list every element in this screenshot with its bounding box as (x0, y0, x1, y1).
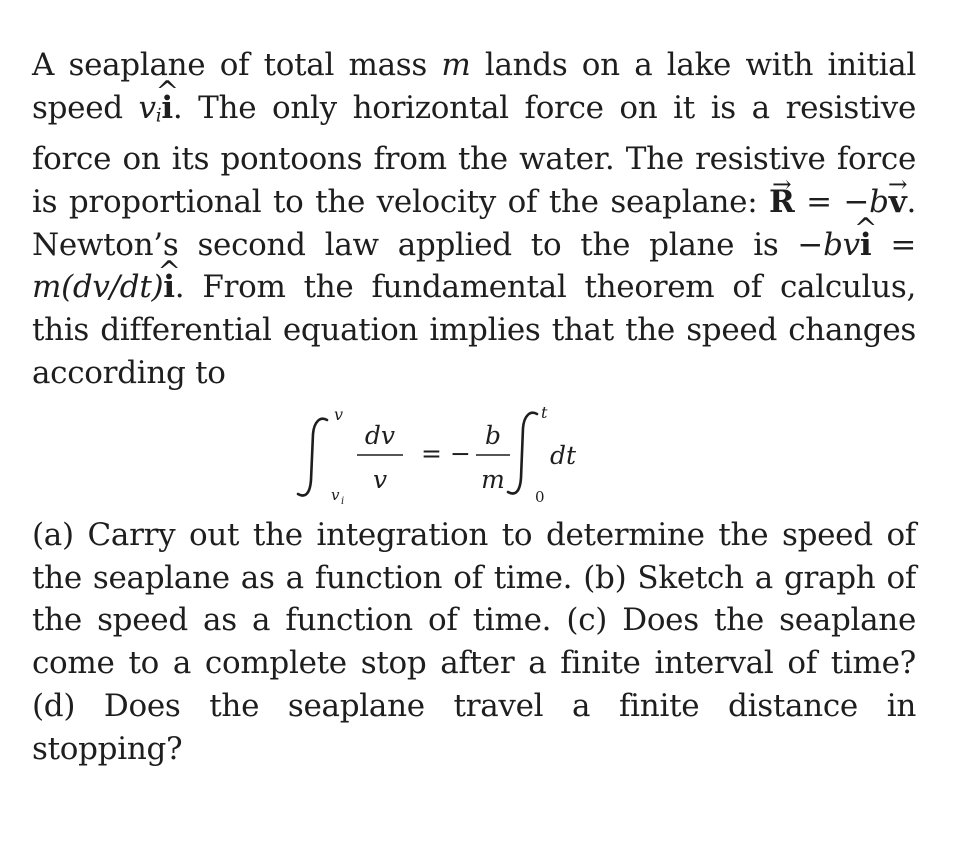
intro-text-2: lands on a lake with initial speed (32, 47, 916, 126)
bv-term: bv (823, 226, 860, 263)
problem-intro-paragraph (32, 44, 916, 394)
numerator-dv: dv (364, 421, 396, 450)
unit-vector-i-2: ^ i (860, 224, 871, 267)
initial-speed-symbol: v (138, 89, 156, 126)
velocity-vector: → v (889, 181, 907, 224)
intro-text-3: . The only horizontal force on it is a resistive force on its pontoons from the water. The resistive force is proportional to the velocity of the seaplane: (32, 89, 916, 220)
equals-2: = (871, 226, 917, 263)
equals-sign: = (421, 439, 442, 468)
denominator-m: m (481, 465, 505, 494)
upper-limit-left: v (334, 405, 344, 424)
m-dv-dt-term: m(dv/dt) (32, 269, 164, 306)
intro-text-5: . From the fundamental theorem of calculus, this differential equation implies that the speed changes according to (32, 269, 916, 391)
lower-limit-left-subscript: i (341, 496, 345, 507)
lower-limit-left: v (331, 486, 340, 504)
integrand-dt: dt (550, 441, 577, 470)
integral-sign-left (298, 419, 327, 496)
lower-limit-right: 0 (535, 488, 545, 506)
mass-symbol: m (441, 47, 471, 83)
intro-text-4: . Newton’s second law applied to the plane is − (32, 183, 916, 263)
unit-vector-i-3: ^ i (163, 266, 174, 309)
unit-vector-i: ^ i (161, 87, 172, 130)
integral-equation-svg (0, 400, 976, 510)
integral-equation (0, 400, 976, 510)
equals-minus-1: = − (794, 183, 870, 220)
minus-sign: − (450, 439, 471, 468)
resistive-force-vector: → R (769, 181, 794, 224)
constant-b: b (869, 183, 889, 220)
numerator-b: b (484, 421, 502, 450)
integral-sign-right (508, 413, 537, 494)
denominator-v: v (372, 465, 388, 494)
upper-limit-right: t (541, 403, 548, 422)
initial-speed-subscript: i (155, 105, 162, 127)
problem-questions-paragraph: (a) Carry out the integration to determine the speed of the seaplane as a function of time. (b) Sketch a graph of the speed as a function of time. (c) Does the seaplane come to a complete stop after a finite interval of time? (d) Does the seaplane travel a finite distance in stopping? (32, 517, 916, 767)
intro-text-1: A seaplane of total mass (32, 47, 442, 83)
